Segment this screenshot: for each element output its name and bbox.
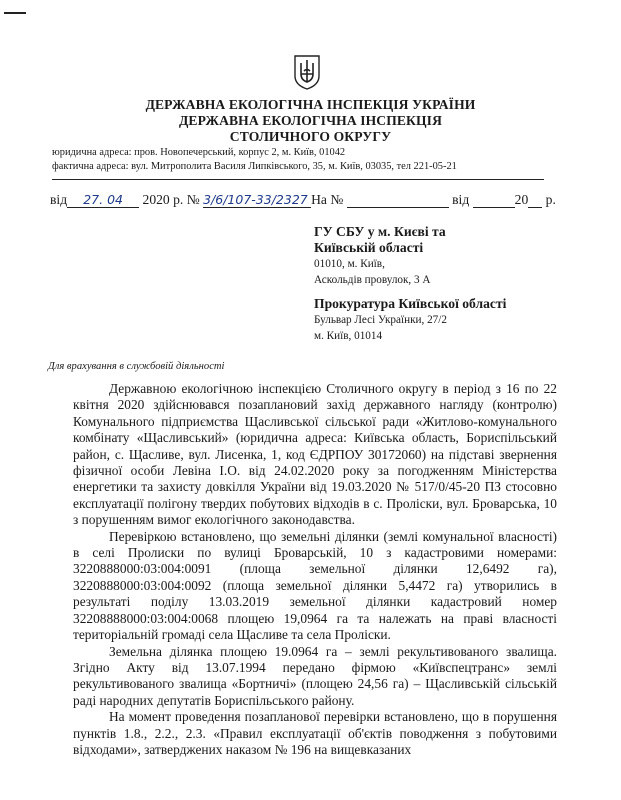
org-title-line3: СТОЛИЧНОГО ОКРУГУ — [229, 129, 392, 144]
recipient-address-line1: Бульвар Лесі Українки, 27/2 — [314, 314, 447, 326]
recipient-address-line1: 01010, м. Київ, — [314, 258, 385, 270]
recipient-address-line2: Аскольдів провулок, 3 А — [314, 274, 431, 286]
org-title-line1: ДЕРЖАВНА ЕКОЛОГІЧНА ІНСПЕКЦІЯ УКРАЇНИ — [145, 97, 476, 112]
recipient-sbu — [314, 224, 446, 288]
body-paragraph-3: Земельна ділянка площею 19.0964 га – землі рекультивованого звалища. Згідно Акту від 13.07.1994 передано фірмою «Київспецтранс» землі рекультивованого звалища «Бортничі» (площею 24,56 га) – Щасливській сільській раді народних депутатів Бориспільського району. — [73, 643, 557, 708]
recipient-prosecutor — [314, 296, 506, 344]
handwritten-number: 3/6/107-33/2327 — [203, 192, 308, 207]
body-paragraph-2: Перевіркою встановлено, що земельні ділянки (землі комунальної власності) в селі Пролиски по вулиці Броварській, 10 з кадастровими номерами: 3220888000:03:004:0091 (площа земельної ділянки 12,6492 га), 3220888000:03:004:0092 (площа земельної ділянки 5,4472 га) утворились в результаті поділу 13.03.2019 земельної ділянки кадастровий номер 32208888000:03:004:0068 площею 19,0964 га та належать на праві власності територіальній громаді села Щасливе та села Проліски. — [73, 528, 557, 643]
recipient-name: Прокуратура Київської області — [314, 296, 507, 311]
legal-address: юридична адреса: пров. Новопечерський, корпус 2, м. Київ, 01042 — [52, 147, 346, 158]
org-title-line2: ДЕРЖАВНА ЕКОЛОГІЧНА ІНСПЕКЦІЯ — [178, 113, 442, 128]
incoming-year-blank — [528, 193, 542, 208]
trident-emblem-icon — [293, 54, 321, 90]
year-text: 2020 р. № — [142, 192, 200, 207]
incoming-number-blank — [347, 193, 449, 208]
outgoing-reference — [50, 192, 556, 208]
header-divider — [52, 179, 544, 180]
handwritten-date: 27. 04 — [83, 192, 123, 207]
year-suffix: р. — [545, 192, 556, 207]
number-field — [203, 193, 311, 208]
recipient-address-line2: м. Київ, 01014 — [314, 330, 383, 342]
body-paragraph-1: Державною екологічною інспекцією Столичного округу в період з 16 по 22 квітня 2020 здійснювався позаплановий захід державного нагляду (контролю) Комунального підприємства Щасливської сільської ради «Житлово-комунального комбінату «Щасливський» (юридична адреса: Київська область, Бориспільський район, с. Щасливе, вул. Лисенка, 1, код ЄДРПОУ 30172060) на підставі звернення фізичної особи Левіна І.О. від 24.02.2020 року за погодженням Міністерства енергетики та захисту довкілля України від 19.03.2020 № 517/0/45-20 ПЗ стосовно експлуатації полігону твердих побутових відходів в с. Проліски, вул. Броварська, 10 з порушенням вимог екологічного законодавства. — [73, 381, 557, 528]
actual-address: фактична адреса: вул. Митрополита Василя Липківського, 35, м. Київ, 03035, тел 221-05-21 — [52, 161, 457, 172]
corner-mark — [4, 12, 26, 14]
incoming-date-blank — [473, 193, 515, 208]
from-label: від — [50, 192, 68, 207]
incoming-date-label: від — [452, 192, 470, 207]
incoming-number-label: На № — [311, 192, 344, 207]
handling-note: Для врахування в службовій діяльності — [48, 361, 225, 372]
recipient-name-line2: Київській області — [314, 240, 424, 255]
body-paragraph-4: На момент проведення позапланової перевірки встановлено, що в порушення пунктів 1.8., 2.2., 2.3. «Правил експлуатації об'єктів поводження з побутовими відходами», затверджених наказом № 196 на вищевказаних — [73, 709, 557, 757]
incoming-year: 20 — [514, 192, 529, 207]
letter-body — [73, 381, 557, 758]
recipient-name-line1: ГУ СБУ у м. Києві та — [314, 224, 446, 239]
date-field — [67, 193, 139, 208]
